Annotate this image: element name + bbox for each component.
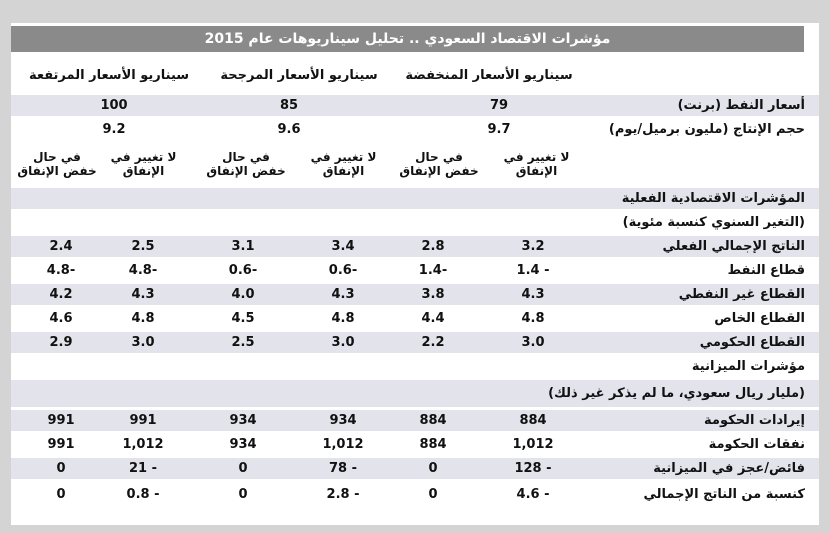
cell: 1,012	[512, 437, 554, 452]
section2-title-row	[11, 356, 819, 377]
cell: 991	[129, 413, 157, 428]
cell: 1,012	[322, 437, 364, 452]
cell: - 21	[129, 461, 158, 476]
cell: 934	[329, 413, 357, 428]
section1-subtitle-row	[11, 212, 819, 233]
cell: 1,012	[122, 437, 164, 452]
table-row	[11, 332, 819, 353]
cell: 4.4	[421, 311, 445, 326]
row-label: كنسبة من الناتج الإجمالي	[643, 486, 805, 502]
cell: 4.3	[521, 287, 545, 302]
cell: 100	[100, 98, 128, 113]
cell: - 4.6	[516, 486, 550, 502]
table-row	[11, 410, 819, 431]
row-label: القطاع غير النفطي	[678, 287, 805, 302]
cell: - 1.4	[516, 263, 550, 278]
cell: 0	[428, 486, 438, 502]
cell: 2.8	[421, 239, 445, 254]
cell: 2.9	[49, 335, 73, 350]
cell: 2.4	[49, 239, 73, 254]
cell: 884	[519, 413, 547, 428]
table-row	[11, 308, 819, 329]
section-title: المؤشرات الاقتصادية الفعلية	[621, 191, 805, 206]
cell: 9.2	[102, 122, 126, 137]
cell: 3.0	[131, 335, 155, 350]
cell: 3.4	[331, 239, 355, 254]
table-row	[11, 284, 819, 305]
table-row	[11, 482, 819, 506]
cell: -0.6	[328, 263, 358, 278]
section-title: مؤشرات الميزانية	[691, 359, 805, 374]
cell: 4.8	[331, 311, 355, 326]
sub-header: لا تغيير في الإنفاق	[110, 150, 177, 178]
section-subtitle: (التغير السنوي كنسبة مئوية)	[622, 215, 805, 230]
cell: 2.5	[231, 335, 255, 350]
cell: - 0.8	[126, 486, 160, 502]
scenario-header-row	[11, 60, 819, 90]
cell: -0.6	[228, 263, 258, 278]
row-label: حجم الإنتاج (مليون برميل/يوم)	[608, 122, 805, 137]
table-row	[11, 236, 819, 257]
cell: 9.6	[277, 122, 301, 137]
cell: 0	[56, 486, 66, 502]
table-row	[11, 434, 819, 455]
cell: 0	[238, 486, 248, 502]
cell: 2.2	[421, 335, 445, 350]
cell: 991	[47, 437, 75, 452]
table-row	[11, 458, 819, 479]
cell: 884	[419, 437, 447, 452]
cell: 9.7	[487, 122, 511, 137]
cell: -4.8	[128, 263, 158, 278]
cell: 4.8	[131, 311, 155, 326]
row-label: إيرادات الحكومة	[704, 413, 805, 428]
row-label: القطاع الحكومي	[699, 335, 805, 350]
cell: 934	[229, 413, 257, 428]
sub-header: لا تغيير في الإنفاق	[310, 150, 377, 178]
cell: 3.2	[521, 239, 545, 254]
row-label: القطاع الخاص	[714, 311, 805, 326]
cell: 2.5	[131, 239, 155, 254]
cell: 3.1	[231, 239, 255, 254]
scenario-high: سيناريو الأسعار المرتفعة	[28, 67, 190, 83]
cell: 3.8	[421, 287, 445, 302]
cell: 4.8	[521, 311, 545, 326]
row-label: الناتج الإجمالي الفعلي	[662, 239, 805, 254]
scenario-low: سيناريو الأسعار المنخفضة	[405, 67, 573, 83]
cell: - 78	[329, 461, 358, 476]
cell: 991	[47, 413, 75, 428]
row-label: أسعار النفط (برنت)	[677, 98, 805, 113]
row-label: فائض/عجز في الميزانية	[653, 461, 805, 476]
cell: 79	[489, 98, 509, 113]
cell: 3.0	[331, 335, 355, 350]
table-row	[11, 260, 819, 281]
cell: - 2.8	[326, 486, 360, 502]
cell: 0	[238, 461, 248, 476]
row-label: نفقات الحكومة	[708, 437, 805, 452]
row-label: قطاع النفط	[727, 263, 805, 278]
production-row	[11, 119, 819, 140]
table-title: مؤشرات الاقتصاد السعودي .. تحليل سيناريوهات عام 2015	[11, 26, 804, 52]
sub-header-row	[11, 143, 819, 185]
section-subtitle: (مليار ريال سعودي، ما لم يذكر غير ذلك)	[548, 386, 805, 401]
oil-price-row	[11, 95, 819, 116]
cell: 4.3	[331, 287, 355, 302]
cell: 4.0	[231, 287, 255, 302]
cell: 0	[56, 461, 66, 476]
cell: 934	[229, 437, 257, 452]
cell: -1.4	[418, 263, 448, 278]
cell: 4.5	[231, 311, 255, 326]
scenario-mid: سيناريو الأسعار المرجحة	[220, 67, 378, 83]
cell: - 128	[514, 461, 552, 476]
section1-title-row	[11, 188, 819, 209]
cell: 85	[279, 98, 299, 113]
sub-header: في حال خفض الإنفاق	[17, 150, 97, 178]
sub-header: في حال خفض الإنفاق	[399, 150, 479, 178]
cell: 0	[428, 461, 438, 476]
section2-subtitle-row	[11, 380, 819, 407]
cell: -4.8	[46, 263, 76, 278]
sub-header: في حال خفض الإنفاق	[206, 150, 286, 178]
cell: 4.6	[49, 311, 73, 326]
sub-header: لا تغيير في الإنفاق	[503, 150, 570, 178]
cell: 3.0	[521, 335, 545, 350]
cell: 884	[419, 413, 447, 428]
cell: 4.3	[131, 287, 155, 302]
cell: 4.2	[49, 287, 73, 302]
